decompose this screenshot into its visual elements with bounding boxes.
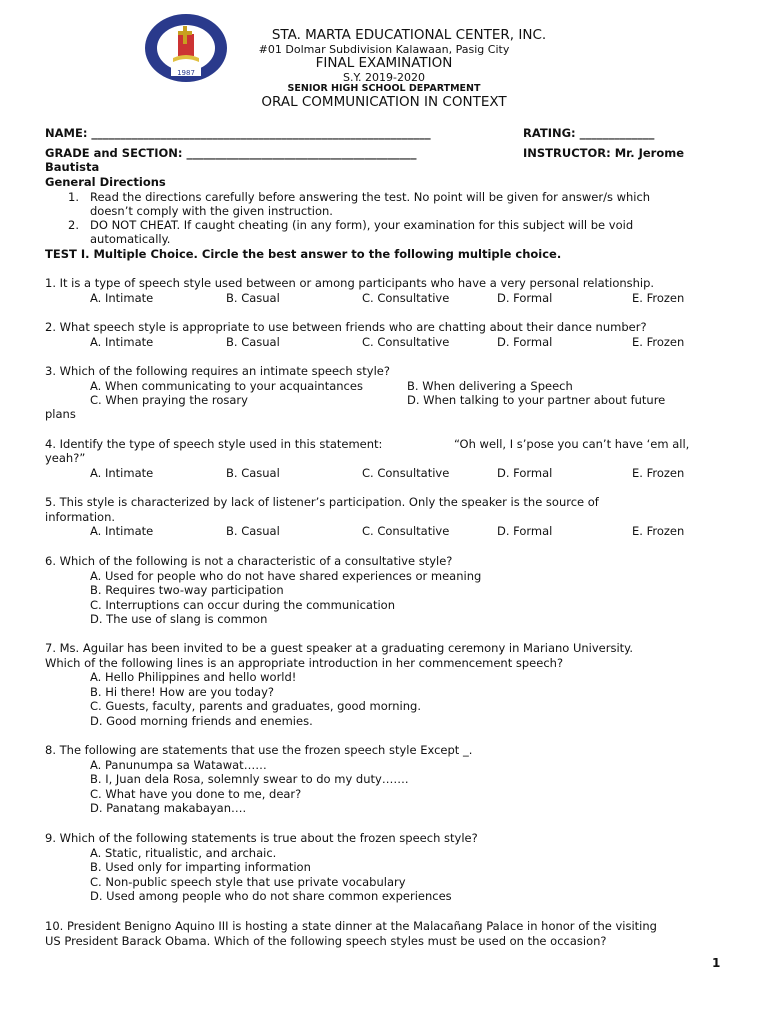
school-year: S.Y. 2019-2020 [343,71,425,84]
q8-option-a[interactable]: A. Panunumpa sa Watawat…… [90,758,267,772]
direction-1-number: 1. [68,190,79,204]
question-3: 3. Which of the following requires an intimate speech style? [45,364,390,378]
direction-2-number: 2. [68,218,79,232]
question-7: 7. Ms. Aguilar has been invited to be a guest speaker at a graduating ceremony in Mariano University. [45,641,633,655]
q1-option-e[interactable]: E. Frozen [632,291,685,305]
q9-option-b[interactable]: B. Used only for imparting information [90,860,311,874]
q3-option-a[interactable]: A. When communicating to your acquaintances [90,379,363,393]
exam-title: FINAL EXAMINATION [315,55,453,71]
test-title: TEST I. Multiple Choice. Circle the best answer to the following multiple choice. [45,247,562,261]
q3-option-c[interactable]: C. When praying the rosary [90,393,248,407]
question-4: 4. Identify the type of speech style used in this statement: [45,437,383,451]
q4-option-b[interactable]: B. Casual [226,466,280,480]
direction-2-cont: automatically. [90,232,171,246]
q2-option-b[interactable]: B. Casual [226,335,280,349]
q1-option-d[interactable]: D. Formal [497,291,553,305]
q5-option-e[interactable]: E. Frozen [632,524,685,538]
q1-option-a[interactable]: A. Intimate [90,291,154,305]
question-10: 10. President Benigno Aquino III is hosting a state dinner at the Malacañang Palace in honor of the visiting [45,919,657,933]
direction-1-cont: doesn’t comply with the given instruction. [90,204,333,218]
direction-1: Read the directions carefully before answering the test. No point will be given for answer/s which [90,190,651,204]
q2-option-d[interactable]: D. Formal [497,335,553,349]
rating-field[interactable]: RATING: _____________ [523,126,655,140]
q6-option-a[interactable]: A. Used for people who do not have shared experiences or meaning [90,569,482,583]
q3-option-b[interactable]: B. When delivering a Speech [407,379,573,393]
q4-option-c[interactable]: C. Consultative [362,466,450,480]
q2-option-e[interactable]: E. Frozen [632,335,685,349]
page-number: 1 [712,956,721,970]
question-4-quote: “Oh well, I s’pose you can’t have ‘em all, [454,437,690,451]
q7-option-b[interactable]: B. Hi there! How are you today? [90,685,274,699]
name-field[interactable]: NAME: ___________________________________________________________ [45,126,431,140]
q9-option-d[interactable]: D. Used among people who do not share common experiences [90,889,452,903]
q4-option-d[interactable]: D. Formal [497,466,553,480]
question-9: 9. Which of the following statements is true about the frozen speech style? [45,831,478,845]
q5-option-c[interactable]: C. Consultative [362,524,450,538]
department: SENIOR HIGH SCHOOL DEPARTMENT [287,83,481,94]
q1-option-b[interactable]: B. Casual [226,291,280,305]
q4-option-e[interactable]: E. Frozen [632,466,685,480]
instructor-label: INSTRUCTOR: Mr. Jerome [523,146,685,160]
instructor-label-cont: Bautista [45,160,100,174]
question-4-cont: yeah?” [45,451,86,465]
q2-option-a[interactable]: A. Intimate [90,335,154,349]
q5-option-b[interactable]: B. Casual [226,524,280,538]
direction-2: DO NOT CHEAT. If caught cheating (in any form), your examination for this subject will be void [90,218,634,232]
q8-option-d[interactable]: D. Panatang makabayan…. [90,801,247,815]
q6-option-c[interactable]: C. Interruptions can occur during the communication [90,598,396,612]
grade-section-field[interactable]: GRADE and SECTION: ________________________________________ [45,146,417,160]
school-name: STA. MARTA EDUCATIONAL CENTER, INC. [271,27,547,43]
subject-title: ORAL COMMUNICATION IN CONTEXT [261,94,507,110]
q5-option-d[interactable]: D. Formal [497,524,553,538]
q8-option-c[interactable]: C. What have you done to me, dear? [90,787,302,801]
question-10-cont: US President Barack Obama. Which of the following speech styles must be used on the occasion? [45,934,607,948]
question-7-cont: Which of the following lines is an appropriate introduction in her commencement speech? [45,656,564,670]
question-6: 6. Which of the following is not a characteristic of a consultative style? [45,554,453,568]
q7-option-a[interactable]: A. Hello Philippines and hello world! [90,670,297,684]
directions-title: General Directions [45,175,166,189]
question-5-cont: information. [45,510,116,524]
question-1: 1. It is a type of speech style used between or among participants who have a very personal relationship. [45,276,655,290]
q3-option-d-cont: plans [45,407,76,421]
q3-option-d[interactable]: D. When talking to your partner about future [407,393,666,407]
q9-option-a[interactable]: A. Static, ritualistic, and archaic. [90,846,277,860]
question-2: 2. What speech style is appropriate to use between friends who are chatting about their dance number? [45,320,647,334]
q4-option-a[interactable]: A. Intimate [90,466,154,480]
q5-option-a[interactable]: A. Intimate [90,524,154,538]
question-8: 8. The following are statements that use the frozen speech style Except _. [45,743,473,757]
svg-text:1987: 1987 [177,69,195,77]
question-5: 5. This style is characterized by lack of listener’s participation. Only the speaker is the source of [45,495,599,509]
q8-option-b[interactable]: B. I, Juan dela Rosa, solemnly swear to do my duty……. [90,772,409,786]
q1-option-c[interactable]: C. Consultative [362,291,450,305]
q9-option-c[interactable]: C. Non-public speech style that use private vocabulary [90,875,406,889]
school-address: #01 Dolmar Subdivision Kalawaan, Pasig City [258,43,510,56]
q2-option-c[interactable]: C. Consultative [362,335,450,349]
q7-option-c[interactable]: C. Guests, faculty, parents and graduates, good morning. [90,699,421,713]
q6-option-b[interactable]: B. Requires two-way participation [90,583,284,597]
q6-option-d[interactable]: D. The use of slang is common [90,612,268,626]
q7-option-d[interactable]: D. Good morning friends and enemies. [90,714,313,728]
